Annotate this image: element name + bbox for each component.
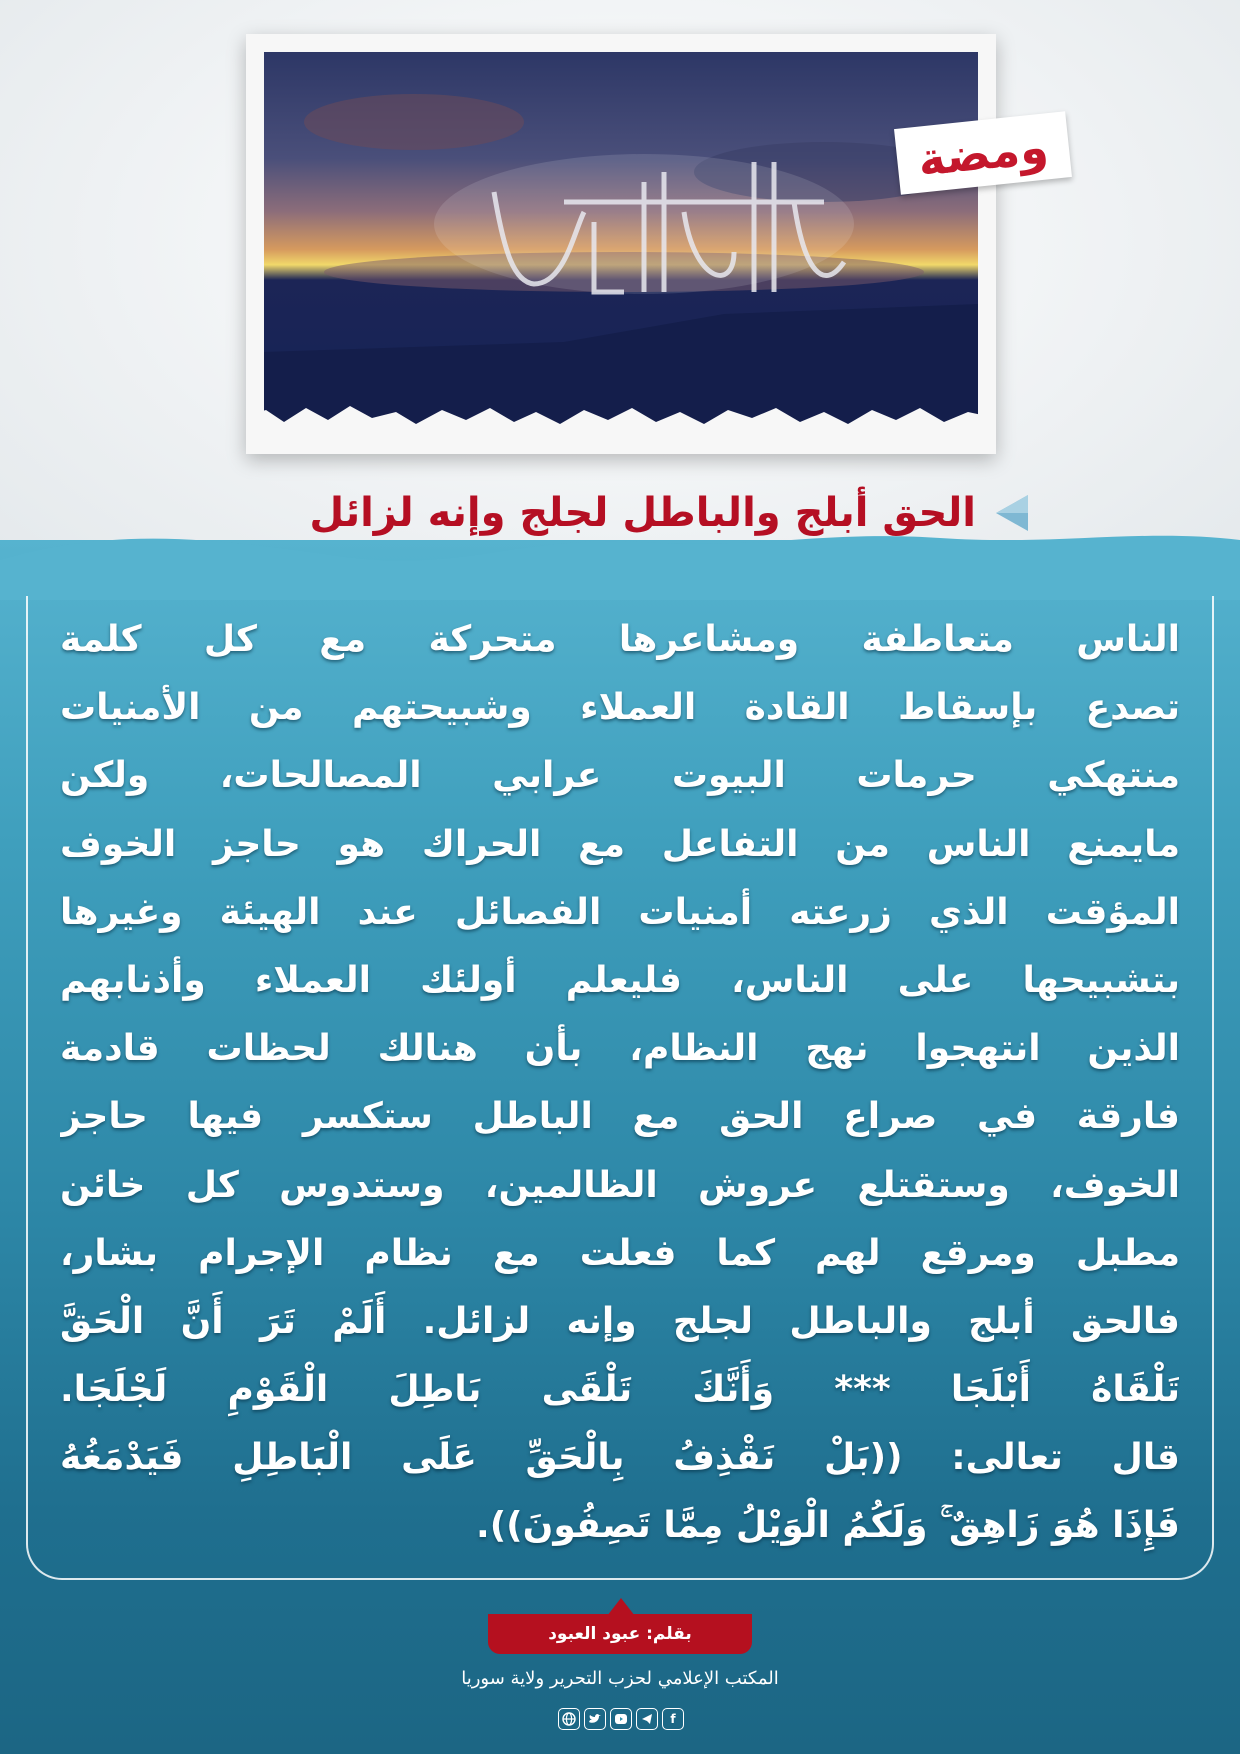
body-line: فَإِذَا هُوَ زَاهِقٌ ۚ وَلَكُمُ الْوَيْلُ مِمَّا تَصِفُونَ)). xyxy=(476,1505,1180,1547)
body-line: بتشبيحها على الناس، فليعلم أولئك العملاء وأذنابهم xyxy=(60,959,1180,1001)
body-line: تصدع بإسقاط القادة العملاء وشبيحتهم من الأمنيات xyxy=(60,687,1180,729)
telegram-icon[interactable] xyxy=(636,1708,658,1730)
body-line: منتهكي حرمات البيوت عرابي المصالحات، ولكن xyxy=(60,755,1180,797)
body-line: مطبل ومرقع لهم كما فعلت مع نظام الإجرام بشار، xyxy=(60,1232,1180,1274)
header-photo xyxy=(264,52,978,432)
body-line: المؤقت الذي زرعته أمنيات الفصائل عند الهيئة وغيرها xyxy=(60,891,1180,933)
author-byline-text: بقلم: عبود العبود xyxy=(548,1624,692,1644)
body-line: فارقة في صراع الحق مع الباطل ستكسر فيها حاجز xyxy=(60,1096,1180,1138)
body-line: فالحق أبلج والباطل لجلج وإنه لزائل. أَلَمْ تَرَ أَنَّ الْحَقَّ xyxy=(60,1300,1180,1342)
youtube-icon[interactable] xyxy=(610,1708,632,1730)
twitter-icon[interactable] xyxy=(584,1708,606,1730)
torn-paper-edge xyxy=(246,394,996,454)
page-title: الحق أبلج والباطل لجلج وإنه لزائل xyxy=(309,490,976,536)
web-icon[interactable] xyxy=(558,1708,580,1730)
body-line: مايمنع الناس من التفاعل مع الحراك هو حاجز الخوف xyxy=(60,823,1180,865)
play-arrow-icon xyxy=(994,493,1030,533)
body-line: الناس متعاطفة ومشاعرها متحركة مع كل كلمة xyxy=(60,619,1180,660)
article-body xyxy=(60,606,1180,1561)
social-links xyxy=(548,1708,694,1736)
body-line: الذين انتهجوا نهج النظام، بأن هنالك لحظات قادمة xyxy=(60,1028,1180,1070)
flash-badge-label: ومضة xyxy=(915,119,1051,187)
office-name: المكتب الإعلامي لحزب التحرير ولاية سوريا xyxy=(461,1668,779,1689)
body-line: الخوف، وستقتلع عروش الظالمين، وستدوس كل خائن xyxy=(60,1164,1180,1206)
facebook-icon[interactable]: f xyxy=(662,1708,684,1730)
body-line: تَلْقَاهُ أَبْلَجَا *** وَأَنَّكَ تَلْقَى بَاطِلَ الْقَوْمِ لَجْلَجَا. xyxy=(60,1369,1180,1411)
body-line: قال تعالى: ((بَلْ نَقْذِفُ بِالْحَقِّ عَلَى الْبَاطِلِ فَيَدْمَغُهُ xyxy=(60,1437,1180,1479)
title-row xyxy=(240,478,1030,548)
author-byline xyxy=(488,1614,752,1654)
header-photo-frame xyxy=(246,34,996,454)
